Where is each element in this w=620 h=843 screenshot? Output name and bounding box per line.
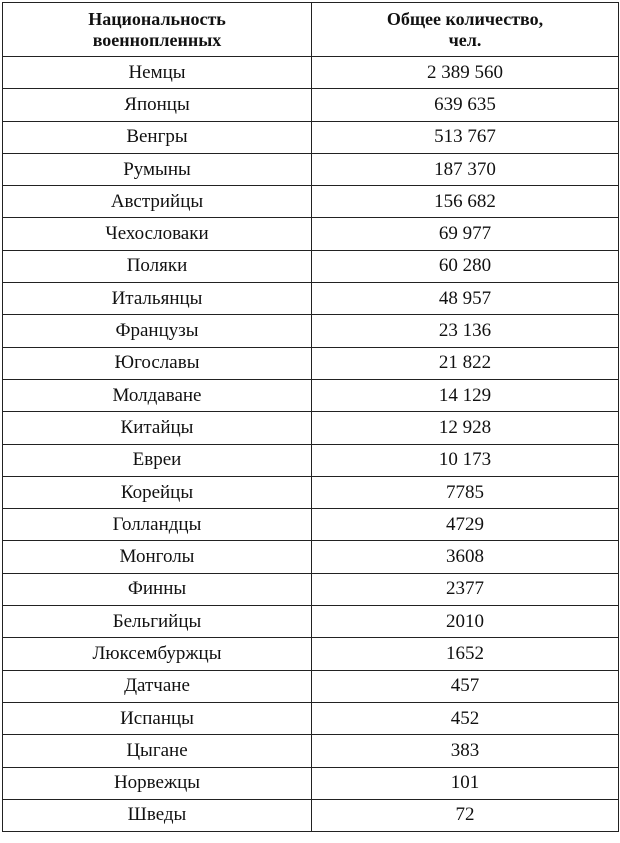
header-count-line-1: Общее количество,: [386, 8, 544, 29]
table-row: [3, 606, 619, 638]
count-cell: 457: [312, 670, 619, 702]
header-nationality-line-1: Национальность: [88, 8, 226, 29]
table-row: [3, 347, 619, 379]
table-row: [3, 250, 619, 282]
table-row: [3, 702, 619, 734]
table-row: [3, 89, 619, 121]
count-cell: 2010: [312, 606, 619, 638]
table-body: [3, 57, 619, 832]
nationality-cell: Норвежцы: [3, 767, 312, 799]
table-row: [3, 186, 619, 218]
nationality-cell: Французы: [3, 315, 312, 347]
count-cell: 48 957: [312, 283, 619, 315]
table-row: [3, 670, 619, 702]
count-cell: 4729: [312, 509, 619, 541]
count-cell: 7785: [312, 476, 619, 508]
table-row: [3, 315, 619, 347]
nationality-cell: Монголы: [3, 541, 312, 573]
count-cell: 1652: [312, 638, 619, 670]
nationality-cell: Бельгийцы: [3, 606, 312, 638]
header-nationality: [3, 3, 312, 57]
table-row: [3, 735, 619, 767]
table-row: [3, 57, 619, 89]
nationality-cell: Немцы: [3, 57, 312, 89]
nationality-cell: Люксембуржцы: [3, 638, 312, 670]
table-row: [3, 509, 619, 541]
nationality-cell: Голландцы: [3, 509, 312, 541]
nationality-cell: Финны: [3, 573, 312, 605]
table-row: [3, 412, 619, 444]
table-row: [3, 153, 619, 185]
nationality-cell: Испанцы: [3, 702, 312, 734]
table-header: [3, 3, 619, 57]
header-count-line-2: чел.: [448, 29, 482, 50]
count-cell: 156 682: [312, 186, 619, 218]
header-nationality-line-2: военнопленных: [92, 29, 222, 50]
count-cell: 101: [312, 767, 619, 799]
count-cell: 14 129: [312, 379, 619, 411]
nationality-cell: Цыгане: [3, 735, 312, 767]
table-row: [3, 767, 619, 799]
count-cell: 513 767: [312, 121, 619, 153]
count-cell: 3608: [312, 541, 619, 573]
table-row: [3, 799, 619, 831]
header-count: [312, 3, 619, 57]
count-cell: 69 977: [312, 218, 619, 250]
count-cell: 72: [312, 799, 619, 831]
table-row: [3, 541, 619, 573]
count-cell: 2377: [312, 573, 619, 605]
table-row: [3, 444, 619, 476]
nationality-cell: Румыны: [3, 153, 312, 185]
nationality-cell: Шведы: [3, 799, 312, 831]
header-row: [3, 3, 619, 57]
nationality-cell: Датчане: [3, 670, 312, 702]
nationality-cell: Югославы: [3, 347, 312, 379]
table-row: [3, 218, 619, 250]
count-cell: 21 822: [312, 347, 619, 379]
count-cell: 187 370: [312, 153, 619, 185]
table-row: [3, 573, 619, 605]
count-cell: 2 389 560: [312, 57, 619, 89]
count-cell: 10 173: [312, 444, 619, 476]
table-row: [3, 476, 619, 508]
nationality-cell: Поляки: [3, 250, 312, 282]
count-cell: 12 928: [312, 412, 619, 444]
table-row: [3, 121, 619, 153]
nationality-cell: Австрийцы: [3, 186, 312, 218]
nationality-cell: Китайцы: [3, 412, 312, 444]
nationality-cell: Японцы: [3, 89, 312, 121]
count-cell: 383: [312, 735, 619, 767]
nationality-cell: Евреи: [3, 444, 312, 476]
nationality-cell: Венгры: [3, 121, 312, 153]
nationality-cell: Итальянцы: [3, 283, 312, 315]
nationality-cell: Молдаване: [3, 379, 312, 411]
table-row: [3, 283, 619, 315]
pow-nationality-table: [2, 2, 619, 832]
count-cell: 639 635: [312, 89, 619, 121]
table-row: [3, 638, 619, 670]
count-cell: 452: [312, 702, 619, 734]
count-cell: 60 280: [312, 250, 619, 282]
nationality-cell: Корейцы: [3, 476, 312, 508]
table-row: [3, 379, 619, 411]
count-cell: 23 136: [312, 315, 619, 347]
nationality-cell: Чехословаки: [3, 218, 312, 250]
